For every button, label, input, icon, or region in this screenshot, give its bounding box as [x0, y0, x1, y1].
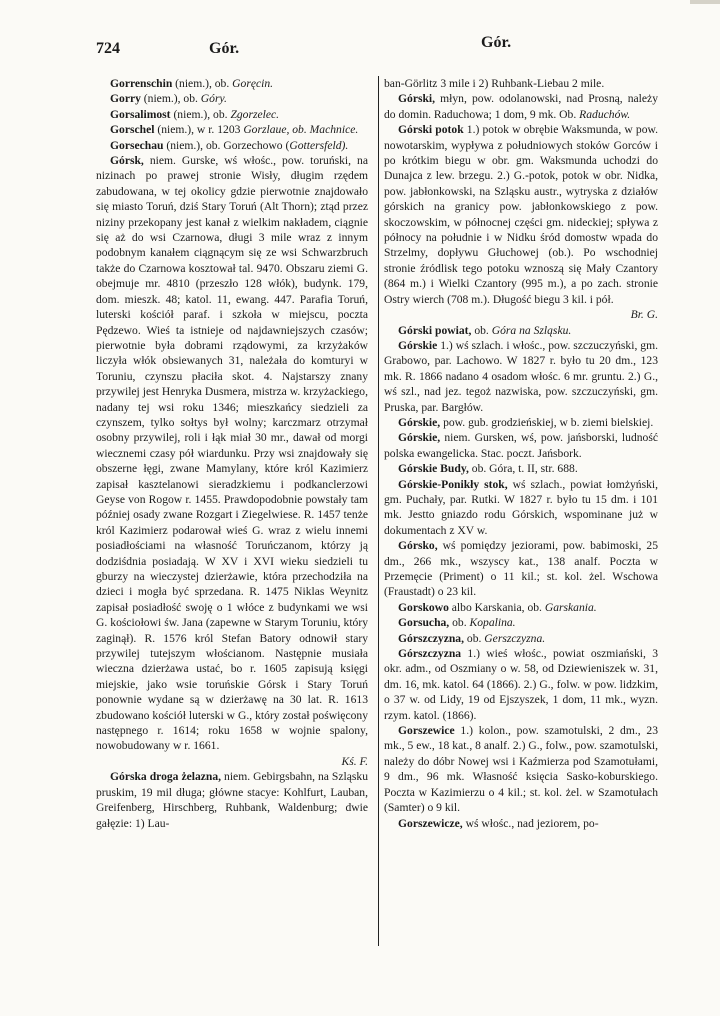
entry-text: 1.) wieś włośc., powiat oszmiański, 3 okr. adm., od Oszmiany o w. 58, od Dziewieniszek w. 31, dm. 16, mk. katol. 64 (1866). 2.) G., folw. w pow. lidzkim, o 37 w. od Lidy, 19 od Ejszyszek, 1 dom, 11 mk., wyzn. rzym. katol. (1866). [384, 647, 658, 722]
dictionary-entry [384, 461, 658, 476]
entry-headword: Górskie, [398, 431, 441, 445]
left-column [96, 76, 368, 831]
entry-text: (niem.), ob. [172, 77, 233, 90]
dictionary-entry [384, 631, 658, 646]
entry-headword: Gorszewice [398, 724, 455, 738]
dictionary-entry [384, 323, 658, 338]
entry-signature: Br. G. [630, 308, 658, 322]
entry-text: 1.) potok w obrębie Waksmunda, w pow. nowotarskim, wypływa z południowych stoków Gorców i po krótkim biegu w obr. gm. Waksmunda uchodzi do Dunajca z lew. brzegu. 2.) G.-potok, potok w obr. Nidka, pow. jabłonkowski, na Szląsku austr., wytryska z działów górskich na granicy pow. jabłonkowskiego z pow. skoczowskim, w północnej części gm. nideckiej; spływa z północy na południe i w Nidku śród domostw wpada do Strzelmy, dopływu Głuchowej (ob.). Po wschodniej stronie źródlisk tego potoku wznoszą się Mały Czantory (864 m.) i Wielki Czantory (995 m.), a po zach. stronie Ostry wierch (708 m.). Długość biegu 3 kil. i pół. [384, 123, 659, 306]
running-head-right: Gór. [481, 34, 512, 51]
entry-text: pow. gub. grodzieńskiej, w b. ziemi bielskiej. [440, 415, 654, 429]
entry-text: 1.) wś szlach. i włośc., pow. szczuczyński, gm. Grabowo, par. Lachowo. W 1827 r. było tu 20 dm., 123 mk. R. 1866 nadano 4 osadom włośc. 6 mr. gruntu. 2.) G., wś szl., nad jez. tegoż nazwiska, pow. szczuczyński, gm. Pruska, par. Bargłów. [384, 338, 658, 414]
entry-headword: Górska droga żelazna, [110, 770, 222, 784]
entry-headword: Gorskowo [398, 600, 449, 614]
entry-headword: Gorrenschin [110, 77, 173, 90]
entry-text: wś szlach., powiat łomżyński, gm. Puchały, par. Rutki. W 1827 r. było tu 15 dm. i 101 mk. Jestto gniazdo rodu Górskich, wspominane już w dokumentach z XV w. [384, 477, 658, 537]
entry-text: ob. Góra, t. II, str. 688. [468, 462, 578, 476]
page-corner-mark [690, 0, 720, 4]
dictionary-entry [384, 646, 658, 723]
entry-text: (niem.), ob. [170, 107, 231, 121]
entry-headword: Gorsalimost [110, 107, 171, 121]
dictionary-entry [96, 769, 368, 831]
entry-text: 1.) kolon., pow. szamotulski, 2 dm., 23 mk., 5 ew., 18 kat., 8 analf. 2.) G., folw., pow. szamotulski, należy do dóbr Nowej wsi i Kaźmierza pod Szamotułami, 9 dm., 96 mk. Własność księcia Sasko-koburskiego. Poczta w Kazimierzu o 4 kil.; st. kol. żel. w Szamotułach (Samter) o 9 kil. [384, 724, 658, 815]
dictionary-entry [96, 76, 368, 91]
dictionary-entry [96, 91, 368, 106]
page-number: 724 [96, 40, 120, 57]
entry-reference: Góra na Szląsku. [491, 323, 572, 337]
running-head-left: Gór. [209, 40, 240, 57]
entry-text: (niem.), ob. [140, 92, 201, 106]
entry-headword: Górsko, [398, 539, 438, 553]
dictionary-entry [384, 477, 658, 539]
dictionary-entry [96, 153, 368, 769]
entry-headword: Górszczyzna, [398, 631, 464, 645]
entry-text: ob. [464, 631, 485, 645]
entry-text: (niem.), ob. Gorzechowo ( [163, 138, 290, 152]
entry-text: ob. [449, 616, 470, 630]
entry-text: wś pomiędzy jeziorami, pow. babimoski, 25 dm., 266 mk., wszyscy kat., 138 analf. Poczta w Przemęcie (Priment) o 11 kil.; st. kol. żel. Wschowa (Fraustadt) o 23 kil. [384, 539, 658, 599]
dictionary-entry [384, 338, 658, 415]
dictionary-entry [96, 122, 368, 137]
dictionary-entry [384, 76, 658, 91]
entry-headword: Górskie, [398, 415, 441, 429]
entry-headword: Gorry [110, 92, 141, 106]
dictionary-entry [384, 600, 658, 615]
entry-text: ob. [471, 323, 492, 337]
entry-headword: Górski powiat, [398, 323, 472, 337]
dictionary-entry [384, 538, 658, 600]
entry-reference: Garskania. [544, 600, 597, 614]
dictionary-entry [384, 723, 658, 815]
entry-headword: Górszczyzna [398, 647, 462, 661]
entry-headword: Gorsechau [110, 138, 164, 152]
entry-headword: Górski potok [398, 123, 464, 137]
entry-text: niem. Gurske, wś włośc., pow. toruński, na nizinach po prawej stronie Wisły, długim rzędem zabudowana, w tej okolicy gdzie pierwotnie znajdowało się miasto Toruń, dziś Stary Toruń (Alt Thorn); ztąd przez niziny przekopany jest kanał z wielkim nakładem, ciągnie się aż do wsi Czarnowa, długi 3 mile wraz z innym podobnym kanałem ciągnącym się ze wsi Schwarzbruch także do Czarnowa kosztował tal. 9470. Obszaru ziemi G. obejmuje mr. 4810 (przeszło 128 włók), budynk. 179, dom. mieszk. 48; katol. 11, ewang. 447. Parafia Toruń, luterski kościół paraf. i szkoła w miejscu, poczta Pędzewo. Wieś ta istnieje od najdawniejszych czasów; pierwotnie była dobrami rządowymi, za krzyżaków liczyła włók obsiewanych 31, należała do komturyi w Toruniu, czynszu płaciła skot. 4. Najstarszy znany przywilej jest Henryka Dusmera, mistrza w. krzyżackiego, nadany tej wsi roku 1346; mieszkańcy siedzieli za czynszem, tylko sołtys był wolny; karczmarz otrzymał osobny przywilej, roli i łąk miał 30 mr., dawał od morgi wiecznemi czasy pół wiardunku. Przy wsi znajdowały się obszerne łęgi, zwane Mamylany, które król Kazimierz zapisał kasztelanowi sieradzkiemu i podkanclerzowi Geyse von Rogow r. 1455. Prawdopodobnie powstały tam później osady zwane Rozgart i Ziegelwiese. R. 1457 tenże król Kazimierz podarował wieś G. wraz z wielu innemi posiadłościami na własność Toruńczanom, którzy ją dodziśdnia posiadają. W XV i XVI wieku siedzieli tu gburzy na wieczystej dzierżawie, która przechodziła na dzieci i mogła być sprzedana. R. 1475 Niklas Weynitz zapisał posiadłość swoję o 1 włóce z budynkami we wsi G. kościołowi św. Jana (zapewne w Starym Toruniu, który zaginął). R. 1576 król Stefan Batory odnowił stary przywilej tutejszym włościanom. Następnie musiała wieczna dzierżawa ustać, bo r. 1605 zapisują księgi miejskie, jako wsie toruńskie Górsk i Stary Toruń ponownie wydane są w dzierżawę na 30 lat. R. 1613 zbudowano kościół luterski w G., który został poświęcony następnego r. 1614; roku 1658 w wojnie spalony, nowobudowany w r. 1661. [96, 154, 368, 753]
dictionary-entry [384, 615, 658, 630]
right-column [384, 76, 658, 831]
dictionary-entry [384, 430, 658, 461]
entry-signature: Kś. F. [341, 754, 368, 768]
entry-text: ban-Görlitz 3 mile i 2) Ruhbank-Liebau 2 mile. [384, 77, 605, 90]
column-divider [378, 76, 379, 946]
entry-headword: Górskie Budy, [398, 462, 469, 476]
entry-headword: Górskie-Ponikły stok, [398, 477, 508, 491]
entry-headword: Górskie [398, 338, 438, 352]
entry-headword: Gorschel [110, 123, 155, 137]
entry-headword: Gorszewicze, [398, 816, 463, 830]
dictionary-entry [384, 91, 658, 122]
entry-reference: Raduchów. [579, 107, 631, 121]
entry-text: młyn, pow. odolanowski, nad Prosną, należy do domin. Raduchowa; 1 dom, 9 mk. Ob. [384, 92, 658, 121]
entry-reference: Góry. [200, 92, 227, 106]
entry-text: albo Karskania, ob. [448, 600, 545, 614]
entry-reference: Gottersfeld). [289, 138, 349, 152]
entry-reference: Goręcin. [232, 77, 274, 90]
entry-reference: Gerszczyzna. [484, 631, 546, 645]
dictionary-entry [96, 107, 368, 122]
entry-text: niem. Gursken, wś, pow. jańsborski, ludność polska ewangelicka. Stac. poczt. Jańsbork. [384, 431, 658, 460]
entry-text: (niem.), w r. 1203 [154, 123, 244, 137]
entry-headword: Górski, [398, 92, 436, 106]
entry-text: niem. Gebirgsbahn, na Szląsku pruskim, 19 mil długa; główne stacye: Kohlfurt, Lauban, Greifenberg, Hirschberg, Ruhbank, Waldenburg; dwie gałęzie: 1) Lau- [96, 770, 368, 830]
entry-reference: Gorzlaue, ob. Machnice. [243, 123, 359, 137]
entry-text: wś włośc., nad jeziorem, po- [462, 816, 599, 830]
dictionary-entry [384, 415, 658, 430]
dictionary-entry [384, 122, 658, 322]
dictionary-entry [96, 138, 368, 153]
entry-headword: Gorsucha, [398, 616, 450, 630]
dictionary-entry [384, 816, 658, 831]
entry-reference: Kopalina. [469, 616, 516, 630]
entry-reference: Zgorzelec. [230, 107, 280, 121]
entry-headword: Górsk, [110, 154, 144, 168]
